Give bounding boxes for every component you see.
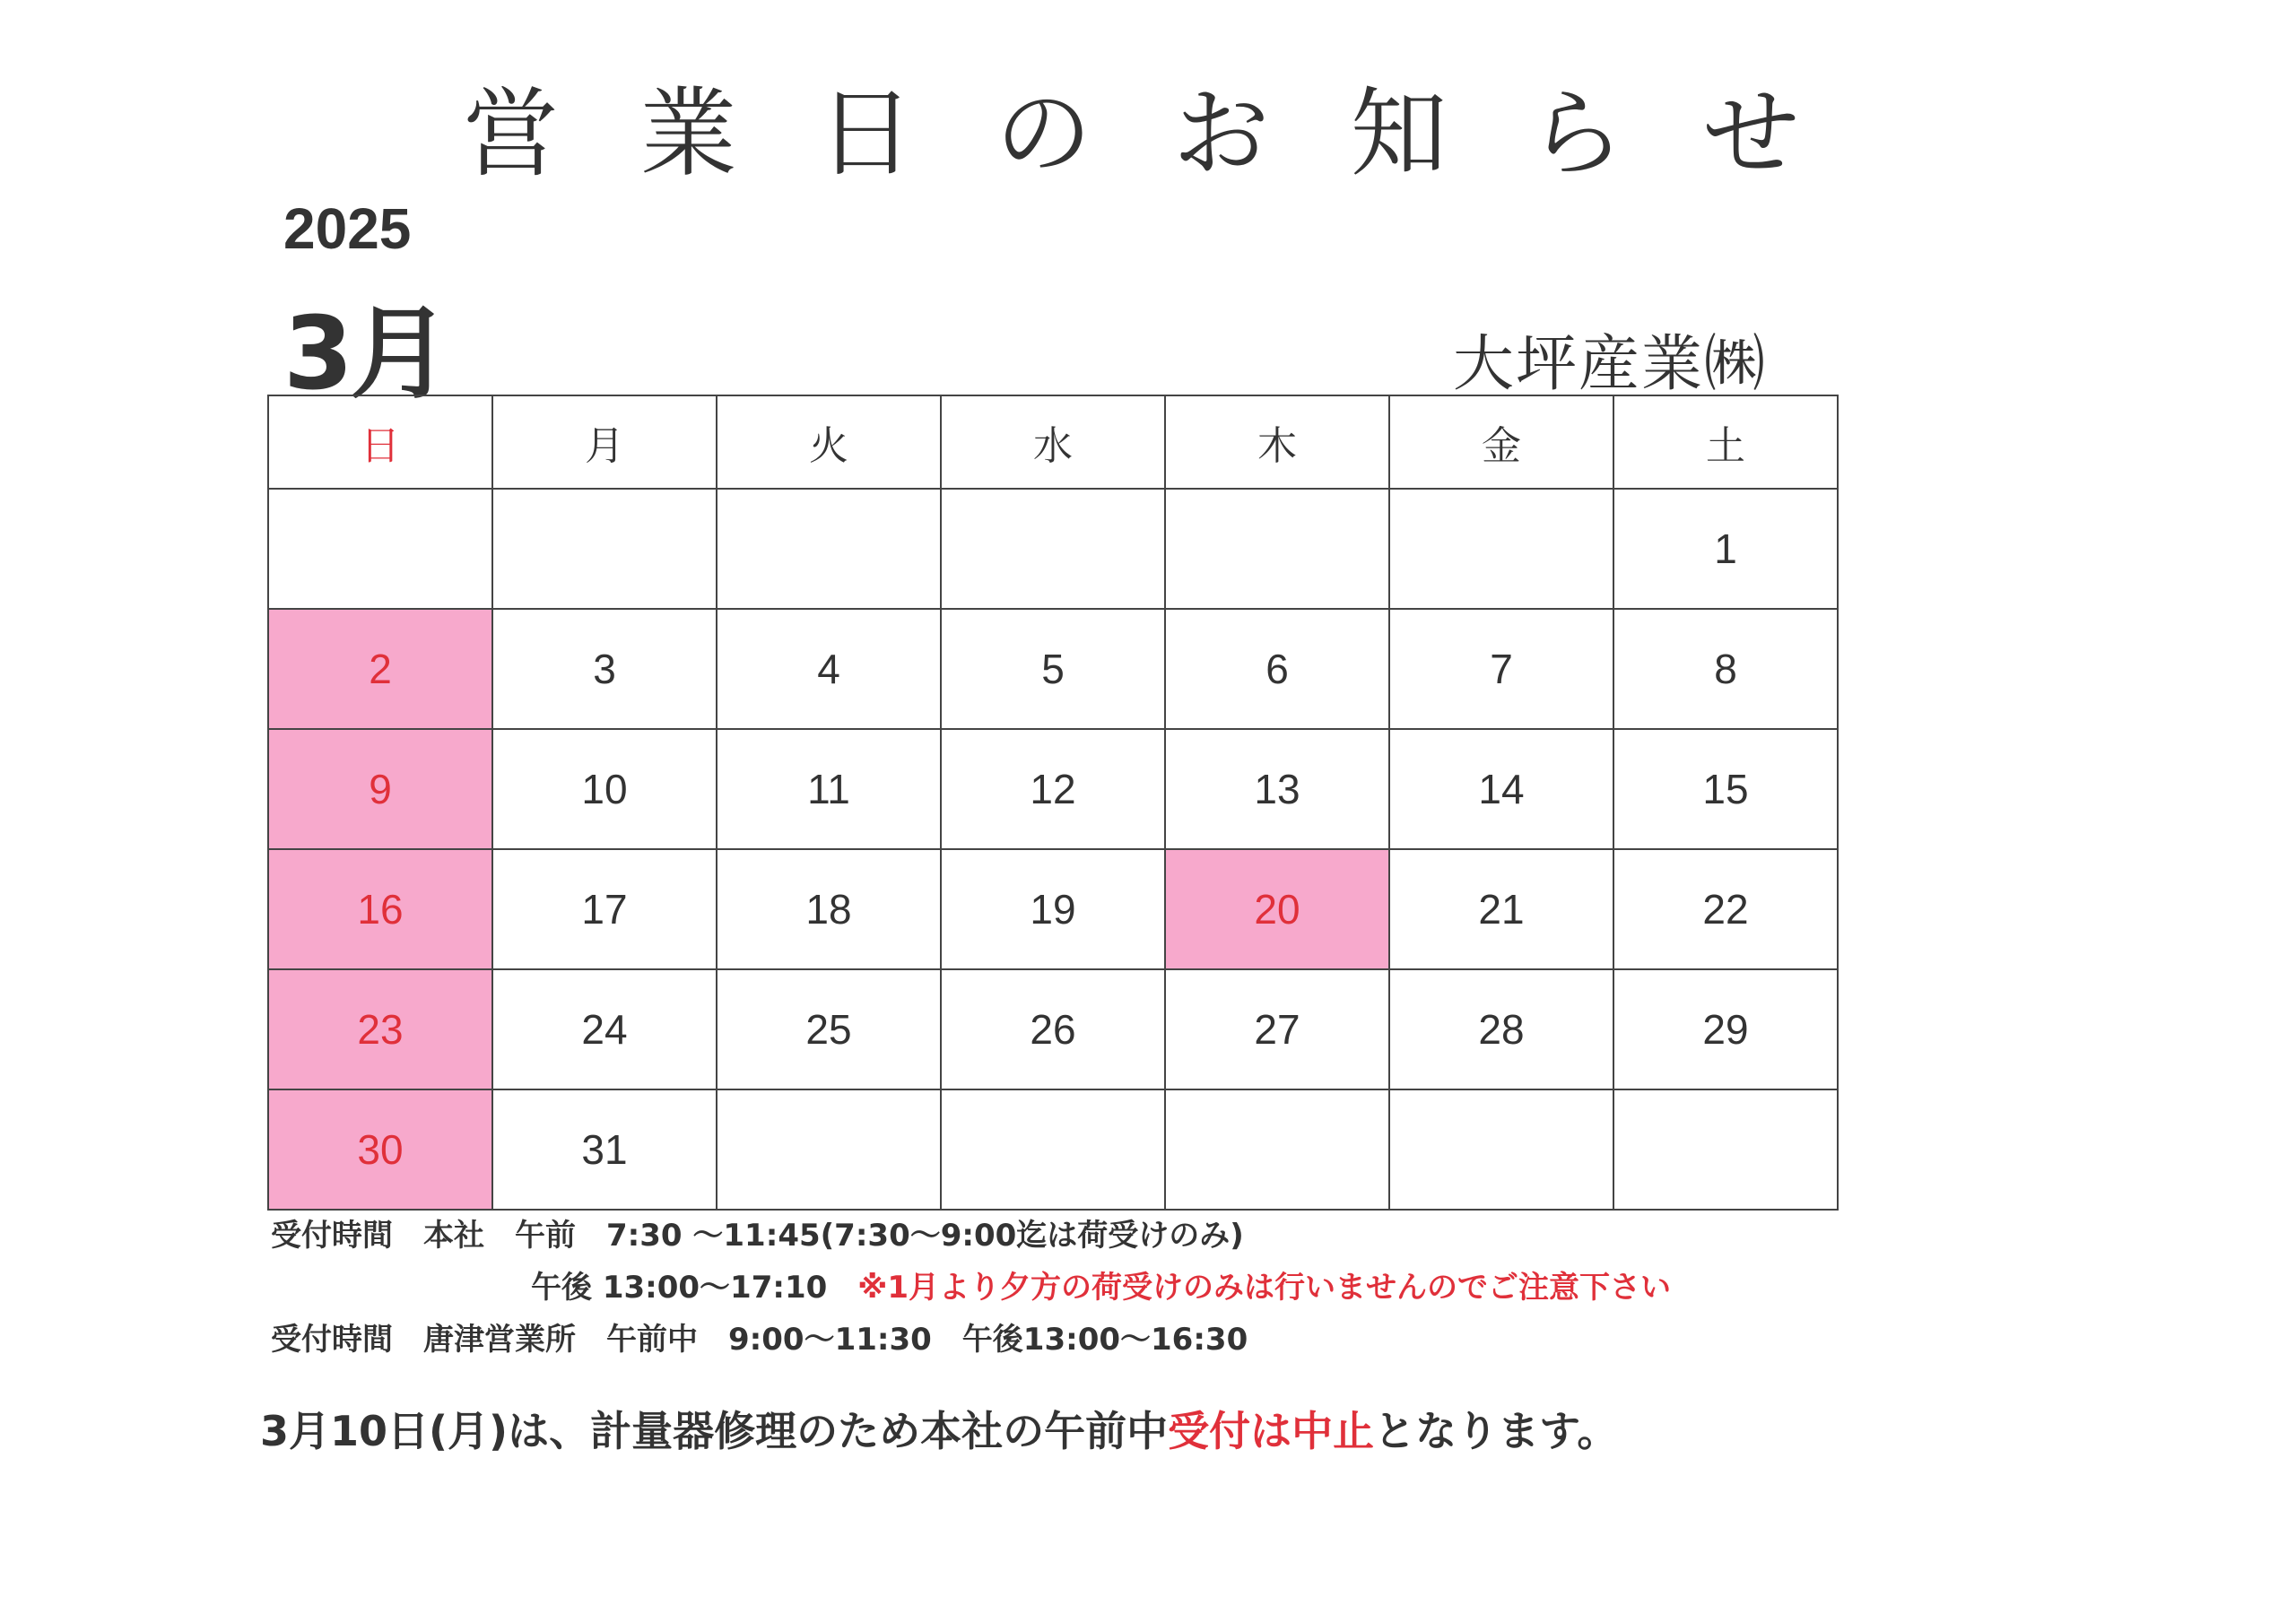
evening-delivery-note: ※1月より夕方の荷受けのみは行いませんのでご注意下さい	[857, 1270, 1672, 1306]
weekday-header-row	[268, 395, 1838, 489]
calendar-empty-cell	[941, 489, 1165, 609]
calendar-empty-cell	[717, 1089, 941, 1210]
calendar-body	[268, 489, 1838, 1210]
calendar-day-cell: 25	[717, 969, 941, 1089]
calendar-week-row	[268, 489, 1838, 609]
calendar-table	[267, 395, 1839, 1211]
calendar-empty-cell	[1165, 489, 1389, 609]
hours-main-morning: 受付時間 本社 午前 7:30 〜11:45(7:30〜9:00迄は荷受けのみ)	[271, 1218, 1244, 1254]
calendar-day-cell: 22	[1613, 849, 1838, 969]
page-title: 営業日のお知らせ	[462, 78, 1881, 190]
closure-notice-prefix: 3月10日(月)は、計量器修理のため本社の午前中	[260, 1407, 1169, 1455]
calendar-day-cell: 17	[492, 849, 717, 969]
calendar-empty-cell	[941, 1089, 1165, 1210]
calendar-empty-cell	[1389, 489, 1613, 609]
calendar-day-cell: 27	[1165, 969, 1389, 1089]
calendar-day-cell: 2	[268, 609, 492, 729]
hours-karatsu: 受付時間 唐津営業所 午前中 9:00〜11:30 午後13:00〜16:30	[271, 1322, 1248, 1358]
calendar-week-row	[268, 729, 1838, 849]
calendar-week-row	[268, 609, 1838, 729]
weekday-fri: 金	[1389, 395, 1613, 489]
calendar-day-cell: 10	[492, 729, 717, 849]
weekday-tue: 火	[717, 395, 941, 489]
calendar-empty-cell	[1165, 1089, 1389, 1210]
calendar-day-cell: 4	[717, 609, 941, 729]
calendar-empty-cell	[492, 489, 717, 609]
calendar-day-cell: 28	[1389, 969, 1613, 1089]
hours-main-afternoon-time: 午後 13:00〜17:10	[531, 1270, 858, 1306]
calendar-day-cell: 30	[268, 1089, 492, 1210]
weekday-wed: 水	[941, 395, 1165, 489]
calendar-day-cell: 3	[492, 609, 717, 729]
calendar-day-cell: 9	[268, 729, 492, 849]
calendar-day-cell: 23	[268, 969, 492, 1089]
weekday-sat: 土	[1613, 395, 1838, 489]
weekday-sun: 日	[268, 395, 492, 489]
calendar-empty-cell	[1613, 1089, 1838, 1210]
calendar-day-cell: 5	[941, 609, 1165, 729]
calendar-day-cell: 1	[1613, 489, 1838, 609]
calendar-day-cell: 7	[1389, 609, 1613, 729]
calendar-day-cell: 13	[1165, 729, 1389, 849]
calendar-day-cell: 29	[1613, 969, 1838, 1089]
calendar-day-cell: 15	[1613, 729, 1838, 849]
calendar-day-cell: 11	[717, 729, 941, 849]
closure-notice-highlight: 受付は中止	[1168, 1407, 1375, 1455]
calendar-month: 3月	[283, 296, 447, 412]
calendar-empty-cell	[1389, 1089, 1613, 1210]
calendar-day-cell: 8	[1613, 609, 1838, 729]
closure-notice-suffix: となります。	[1374, 1407, 1619, 1455]
calendar-day-cell: 18	[717, 849, 941, 969]
calendar-week-row	[268, 1089, 1838, 1210]
calendar-week-row	[268, 849, 1838, 969]
calendar-day-cell: 20	[1165, 849, 1389, 969]
weekday-thu: 木	[1165, 395, 1389, 489]
company-name: 大坪産業㈱	[1453, 329, 1768, 400]
calendar-day-cell: 12	[941, 729, 1165, 849]
calendar-day-cell: 21	[1389, 849, 1613, 969]
calendar-empty-cell	[268, 489, 492, 609]
calendar-day-cell: 26	[941, 969, 1165, 1089]
calendar-day-cell: 16	[268, 849, 492, 969]
closure-notice	[260, 1399, 1618, 1458]
calendar-day-cell: 31	[492, 1089, 717, 1210]
calendar-day-cell: 14	[1389, 729, 1613, 849]
weekday-mon: 月	[492, 395, 717, 489]
calendar-year: 2025	[283, 196, 412, 261]
calendar-day-cell: 6	[1165, 609, 1389, 729]
calendar-week-row	[268, 969, 1838, 1089]
calendar-empty-cell	[717, 489, 941, 609]
hours-main-afternoon	[531, 1263, 1671, 1306]
calendar-day-cell: 19	[941, 849, 1165, 969]
calendar-day-cell: 24	[492, 969, 717, 1089]
